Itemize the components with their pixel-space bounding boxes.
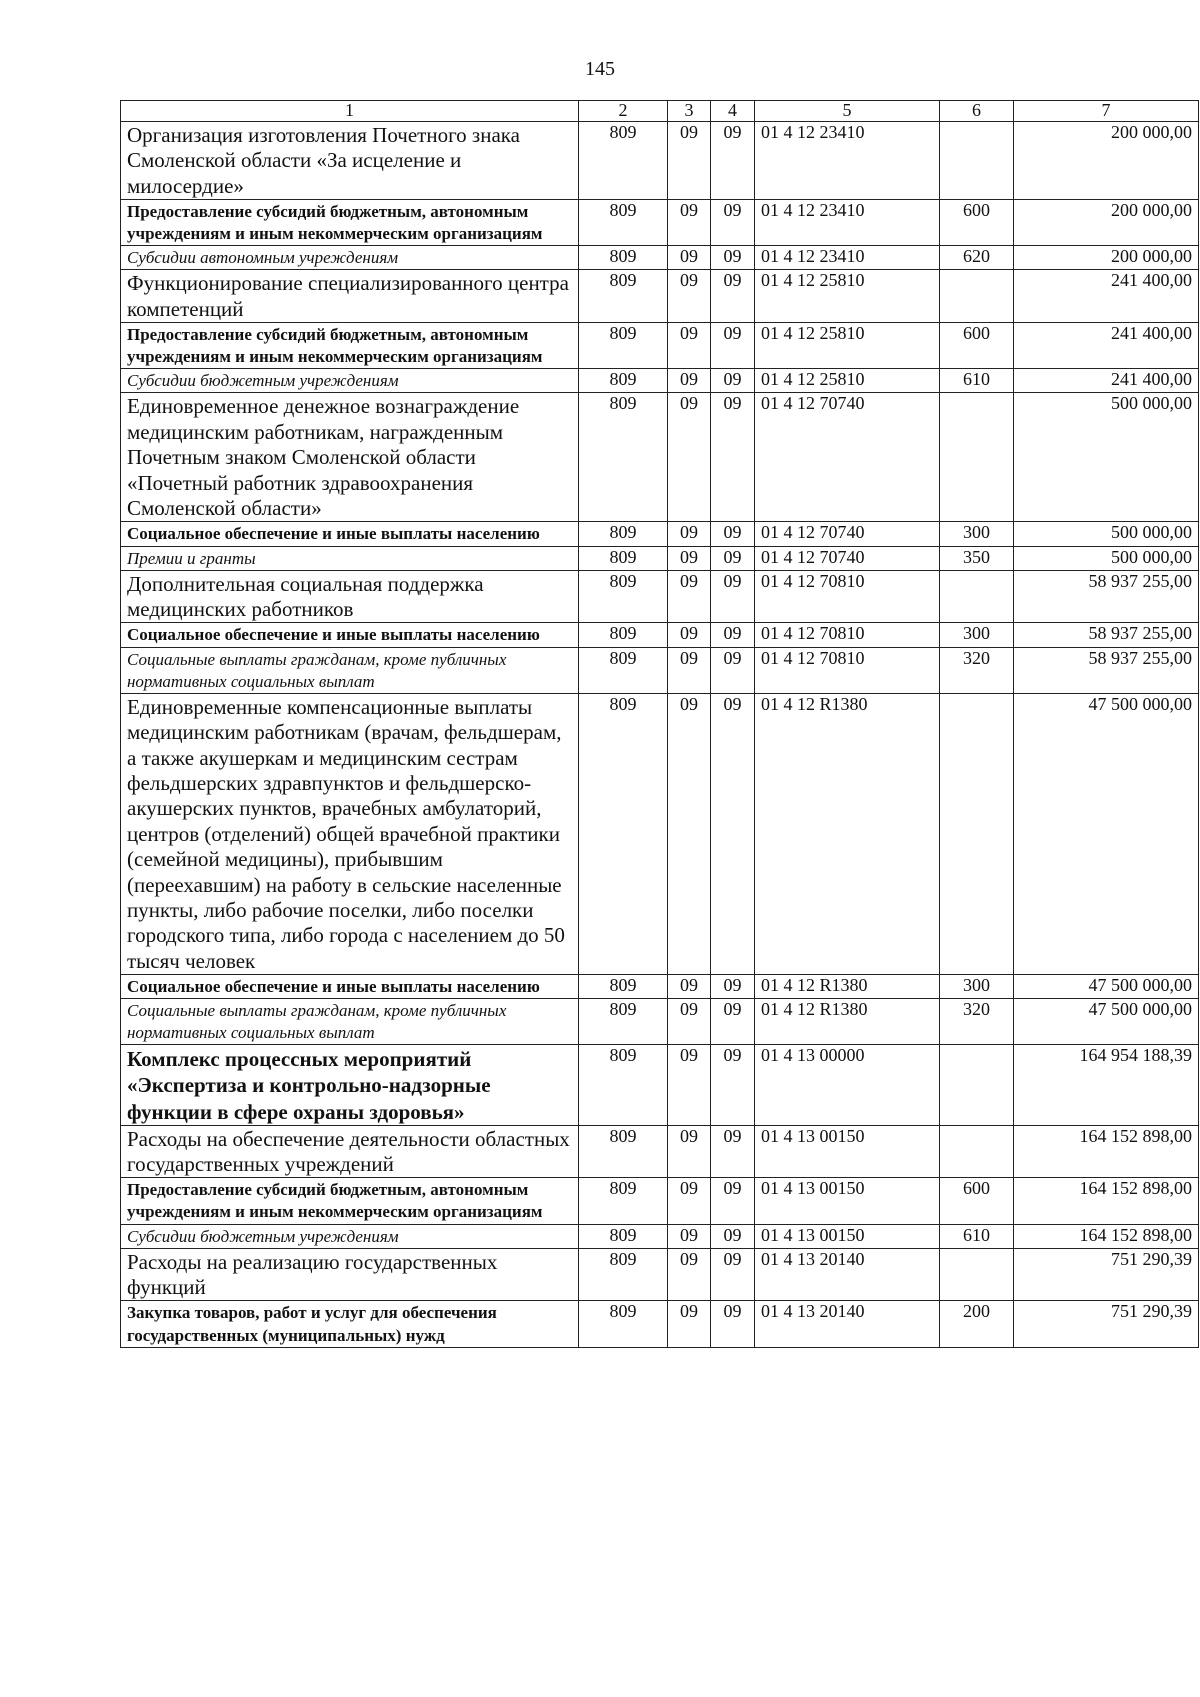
target-article-code: 01 4 12 70740 (755, 393, 940, 522)
section-code: 09 (668, 1125, 711, 1178)
table-body (121, 121, 1199, 1347)
subsection-code: 09 (711, 975, 755, 999)
section-code: 09 (668, 246, 711, 270)
table-row (121, 246, 1199, 270)
section-code: 09 (668, 647, 711, 693)
subsection-code: 09 (711, 1224, 755, 1248)
subsection-code: 09 (711, 1178, 755, 1224)
header-cell: 2 (579, 101, 668, 122)
row-name: Предоставление субсидий бюджетным, автономным учреждениям и иным некоммерческим организациям (121, 323, 579, 369)
expense-type-code: 300 (940, 522, 1014, 546)
table-row (121, 522, 1199, 546)
subsection-code: 09 (711, 1045, 755, 1125)
grbs-code: 809 (579, 693, 668, 974)
table-row (121, 546, 1199, 570)
expense-type-code (940, 693, 1014, 974)
header-cell: 1 (121, 101, 579, 122)
row-name: Комплекс процессных мероприятий «Экспертиза и контрольно-надзорные функции в сфере охраны здоровья» (121, 1045, 579, 1125)
target-article-code: 01 4 12 25810 (755, 270, 940, 323)
amount: 164 152 898,00 (1014, 1224, 1199, 1248)
row-name: Премии и гранты (121, 546, 579, 570)
expense-type-code (940, 1125, 1014, 1178)
subsection-code: 09 (711, 323, 755, 369)
row-name: Социальное обеспечение и иные выплаты населению (121, 975, 579, 999)
target-article-code: 01 4 12 25810 (755, 369, 940, 393)
grbs-code: 809 (579, 1125, 668, 1178)
grbs-code: 809 (579, 975, 668, 999)
amount: 241 400,00 (1014, 369, 1199, 393)
grbs-code: 809 (579, 522, 668, 546)
subsection-code: 09 (711, 546, 755, 570)
grbs-code: 809 (579, 1301, 668, 1347)
row-name: Социальные выплаты гражданам, кроме публичных нормативных социальных выплат (121, 999, 579, 1045)
header-cell: 6 (940, 101, 1014, 122)
amount: 200 000,00 (1014, 200, 1199, 246)
section-code: 09 (668, 975, 711, 999)
amount: 751 290,39 (1014, 1248, 1199, 1301)
amount: 241 400,00 (1014, 270, 1199, 323)
target-article-code: 01 4 13 00150 (755, 1178, 940, 1224)
table-row (121, 999, 1199, 1045)
row-name: Расходы на обеспечение деятельности областных государственных учреждений (121, 1125, 579, 1178)
amount: 164 152 898,00 (1014, 1125, 1199, 1178)
target-article-code: 01 4 12 R1380 (755, 693, 940, 974)
table-row (121, 1224, 1199, 1248)
amount: 164 152 898,00 (1014, 1178, 1199, 1224)
header-cell: 3 (668, 101, 711, 122)
target-article-code: 01 4 13 00150 (755, 1224, 940, 1248)
amount: 47 500 000,00 (1014, 999, 1199, 1045)
target-article-code: 01 4 12 70740 (755, 522, 940, 546)
grbs-code: 809 (579, 121, 668, 199)
target-article-code: 01 4 12 25810 (755, 323, 940, 369)
table-row (121, 121, 1199, 199)
subsection-code: 09 (711, 246, 755, 270)
grbs-code: 809 (579, 647, 668, 693)
amount: 200 000,00 (1014, 246, 1199, 270)
target-article-code: 01 4 12 R1380 (755, 975, 940, 999)
row-name: Расходы на реализацию государственных функций (121, 1248, 579, 1301)
table-row (121, 647, 1199, 693)
row-name: Субсидии бюджетным учреждениям (121, 1224, 579, 1248)
grbs-code: 809 (579, 546, 668, 570)
header-cell: 4 (711, 101, 755, 122)
expense-type-code (940, 121, 1014, 199)
subsection-code: 09 (711, 623, 755, 647)
expense-type-code (940, 270, 1014, 323)
table-row (121, 1178, 1199, 1224)
expense-type-code (940, 393, 1014, 522)
expense-type-code: 600 (940, 323, 1014, 369)
subsection-code: 09 (711, 1248, 755, 1301)
grbs-code: 809 (579, 369, 668, 393)
expense-type-code: 610 (940, 369, 1014, 393)
table-row (121, 570, 1199, 623)
row-name: Дополнительная социальная поддержка медицинских работников (121, 570, 579, 623)
subsection-code: 09 (711, 393, 755, 522)
amount: 241 400,00 (1014, 323, 1199, 369)
target-article-code: 01 4 12 R1380 (755, 999, 940, 1045)
target-article-code: 01 4 13 00150 (755, 1125, 940, 1178)
section-code: 09 (668, 121, 711, 199)
grbs-code: 809 (579, 1224, 668, 1248)
row-name: Единовременные компенсационные выплаты медицинским работникам (врачам, фельдшерам, а также акушеркам и медицинским сестрам фельдшерских здравпунктов и фельдшерско-акушерских пунктов, врачебных амбулаторий, центров (отделений) общей врачебной практики (семейной медицины), прибывшим (переехавшим) на работу в сельские населенные пункты, либо рабочие поселки, либо поселки городского типа, либо города с населением до 50 тысяч человек (121, 693, 579, 974)
grbs-code: 809 (579, 623, 668, 647)
amount: 47 500 000,00 (1014, 975, 1199, 999)
section-code: 09 (668, 200, 711, 246)
grbs-code: 809 (579, 570, 668, 623)
grbs-code: 809 (579, 999, 668, 1045)
header-cell: 7 (1014, 101, 1199, 122)
amount: 164 954 188,39 (1014, 1045, 1199, 1125)
amount: 58 937 255,00 (1014, 623, 1199, 647)
table-row (121, 623, 1199, 647)
section-code: 09 (668, 1301, 711, 1347)
section-code: 09 (668, 1045, 711, 1125)
section-code: 09 (668, 369, 711, 393)
expense-type-code (940, 1248, 1014, 1301)
table-row (121, 1125, 1199, 1178)
table-row (121, 270, 1199, 323)
table-row (121, 200, 1199, 246)
header-cell: 5 (755, 101, 940, 122)
subsection-code: 09 (711, 647, 755, 693)
amount: 58 937 255,00 (1014, 647, 1199, 693)
grbs-code: 809 (579, 1178, 668, 1224)
target-article-code: 01 4 13 00000 (755, 1045, 940, 1125)
row-name: Закупка товаров, работ и услуг для обеспечения государственных (муниципальных) нужд (121, 1301, 579, 1347)
grbs-code: 809 (579, 1045, 668, 1125)
amount: 200 000,00 (1014, 121, 1199, 199)
row-name: Субсидии автономным учреждениям (121, 246, 579, 270)
amount: 751 290,39 (1014, 1301, 1199, 1347)
section-code: 09 (668, 999, 711, 1045)
grbs-code: 809 (579, 1248, 668, 1301)
expense-type-code: 320 (940, 647, 1014, 693)
target-article-code: 01 4 13 20140 (755, 1301, 940, 1347)
grbs-code: 809 (579, 246, 668, 270)
target-article-code: 01 4 12 23410 (755, 121, 940, 199)
subsection-code: 09 (711, 1125, 755, 1178)
row-name: Единовременное денежное вознаграждение медицинским работникам, награжденным Почетным знаком Смоленской области «Почетный работник здравоохранения Смоленской области» (121, 393, 579, 522)
row-name: Организация изготовления Почетного знака Смоленской области «За исцеление и милосердие» (121, 121, 579, 199)
amount: 58 937 255,00 (1014, 570, 1199, 623)
table-row (121, 1248, 1199, 1301)
subsection-code: 09 (711, 270, 755, 323)
target-article-code: 01 4 12 70810 (755, 647, 940, 693)
expense-type-code (940, 570, 1014, 623)
row-name: Субсидии бюджетным учреждениям (121, 369, 579, 393)
row-name: Социальное обеспечение и иные выплаты населению (121, 623, 579, 647)
amount: 47 500 000,00 (1014, 693, 1199, 974)
table-row (121, 323, 1199, 369)
subsection-code: 09 (711, 693, 755, 974)
table-row (121, 975, 1199, 999)
expense-type-code: 200 (940, 1301, 1014, 1347)
section-code: 09 (668, 522, 711, 546)
subsection-code: 09 (711, 999, 755, 1045)
row-name: Предоставление субсидий бюджетным, автономным учреждениям и иным некоммерческим организациям (121, 1178, 579, 1224)
subsection-code: 09 (711, 1301, 755, 1347)
expense-type-code (940, 1045, 1014, 1125)
section-code: 09 (668, 1224, 711, 1248)
expense-type-code: 600 (940, 200, 1014, 246)
section-code: 09 (668, 570, 711, 623)
target-article-code: 01 4 12 70740 (755, 546, 940, 570)
grbs-code: 809 (579, 270, 668, 323)
expense-type-code: 610 (940, 1224, 1014, 1248)
table-row (121, 393, 1199, 522)
expense-type-code: 350 (940, 546, 1014, 570)
page-number: 145 (585, 58, 615, 80)
table-row (121, 369, 1199, 393)
subsection-code: 09 (711, 570, 755, 623)
table-row (121, 1045, 1199, 1125)
expense-type-code: 300 (940, 623, 1014, 647)
row-name: Социальные выплаты гражданам, кроме публичных нормативных социальных выплат (121, 647, 579, 693)
expense-type-code: 320 (940, 999, 1014, 1045)
table-row (121, 1301, 1199, 1347)
expense-type-code: 600 (940, 1178, 1014, 1224)
row-name: Функционирование специализированного центра компетенций (121, 270, 579, 323)
table-row (121, 693, 1199, 974)
budget-table (120, 100, 1199, 1348)
target-article-code: 01 4 12 23410 (755, 200, 940, 246)
section-code: 09 (668, 1248, 711, 1301)
grbs-code: 809 (579, 393, 668, 522)
section-code: 09 (668, 323, 711, 369)
section-code: 09 (668, 546, 711, 570)
amount: 500 000,00 (1014, 393, 1199, 522)
section-code: 09 (668, 1178, 711, 1224)
grbs-code: 809 (579, 323, 668, 369)
row-name: Социальное обеспечение и иные выплаты населению (121, 522, 579, 546)
target-article-code: 01 4 12 70810 (755, 623, 940, 647)
subsection-code: 09 (711, 121, 755, 199)
row-name: Предоставление субсидий бюджетным, автономным учреждениям и иным некоммерческим организациям (121, 200, 579, 246)
expense-type-code: 300 (940, 975, 1014, 999)
section-code: 09 (668, 623, 711, 647)
target-article-code: 01 4 12 23410 (755, 246, 940, 270)
amount: 500 000,00 (1014, 546, 1199, 570)
section-code: 09 (668, 393, 711, 522)
target-article-code: 01 4 13 20140 (755, 1248, 940, 1301)
amount: 500 000,00 (1014, 522, 1199, 546)
grbs-code: 809 (579, 200, 668, 246)
section-code: 09 (668, 693, 711, 974)
subsection-code: 09 (711, 522, 755, 546)
header-row (121, 101, 1199, 122)
section-code: 09 (668, 270, 711, 323)
expense-type-code: 620 (940, 246, 1014, 270)
target-article-code: 01 4 12 70810 (755, 570, 940, 623)
subsection-code: 09 (711, 200, 755, 246)
subsection-code: 09 (711, 369, 755, 393)
